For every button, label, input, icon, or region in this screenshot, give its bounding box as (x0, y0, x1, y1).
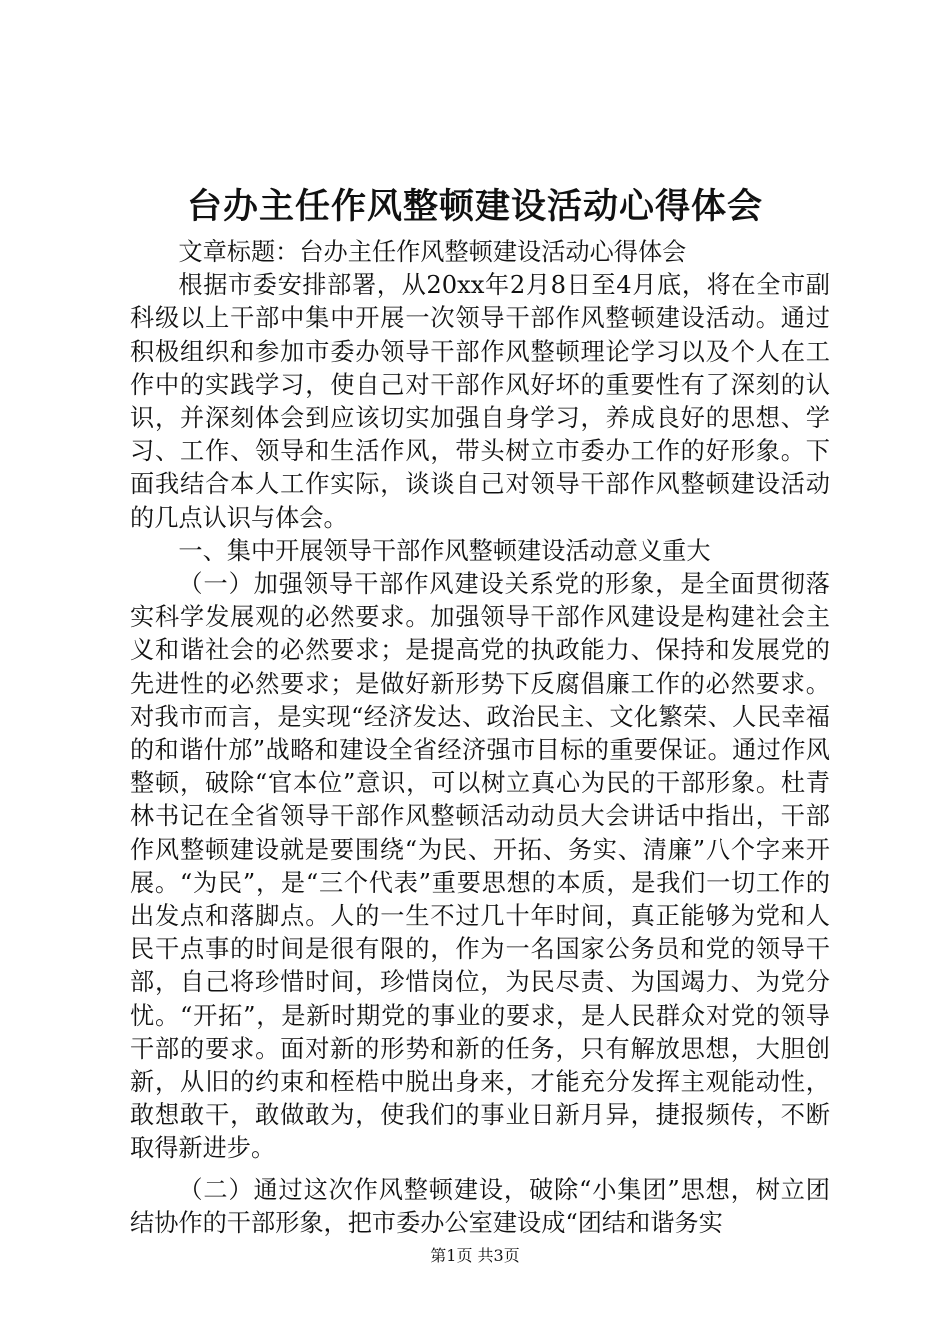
document-body (130, 236, 830, 1240)
section-paragraph-2: （二）通过这次作风整顿建设，破除“小集团”思想，树立团结协作的干部形象，把市委办公室建设成“团结和谐务实 (130, 1175, 830, 1237)
section-heading: 一、集中开展领导干部作风整顿建设活动意义重大 (178, 536, 711, 565)
section-paragraph-1: （一）加强领导干部作风建设关系党的形象，是全面贯彻落实科学发展观的必然要求。加强领导干部作风建设是构建社会主义和谐社会的必然要求；是提高党的执政能力、保持和发展党的先进性的必然要求；是做好新形势下反腐倡廉工作的必然要求。对我市而言，是实现“经济发达、政治民主、文化繁荣、人民幸福的和谐什邡”战略和建设全省经济强市目标的重要保证。通过作风整顿，破除“官本位”意识，可以树立真心为民的干部形象。杜青林书记在全省领导干部作风整顿活动动员大会讲话中指出，干部作风整顿建设就是要围绕“为民、开拓、务实、清廉”八个字来开展。“为民”，是“三个代表”重要思想的本质，是我们一切工作的出发点和落脚点。人的一生不过几十年时间，真正能够为党和人民干点事的时间是很有限的，作为一名国家公务员和党的领导干部，自己将珍惜时间，珍惜岗位，为民尽责、为国竭力、为党分忧。“开拓”，是新时期党的事业的要求，是人民群众对党的领导干部的要求。面对新的形势和新的任务，只有解放思想，大胆创新，从旧的约束和桎梏中脱出身来，才能充分发挥主观能动性，敢想敢干，敢做敢为，使我们的事业日新月异，捷报频传，不断取得新进步。 (130, 570, 830, 1163)
page-footer: 第1页 共3页 (430, 1246, 520, 1265)
article-title-line: 文章标题：台办主任作风整顿建设活动心得体会 (178, 238, 687, 266)
document-title: 台办主任作风整顿建设活动心得体会 (186, 186, 763, 227)
intro-paragraph: 根据市委安排部署，从20xx年2月8日至4月底，将在全市副科级以上干部中集中开展一次领导干部作风整顿建设活动。通过积极组织和参加市委办领导干部作风整顿理论学习以及个人在工作中的实践学习，使自己对干部作风好坏的重要性有了深刻的认识，并深刻体会到应该切实加强自身学习，养成良好的思想、学习、工作、领导和生活作风，带头树立市委办工作的好形象。下面我结合本人工作实际，谈谈自己对领导干部作风整顿建设活动的几点认识与体会。 (130, 271, 830, 532)
